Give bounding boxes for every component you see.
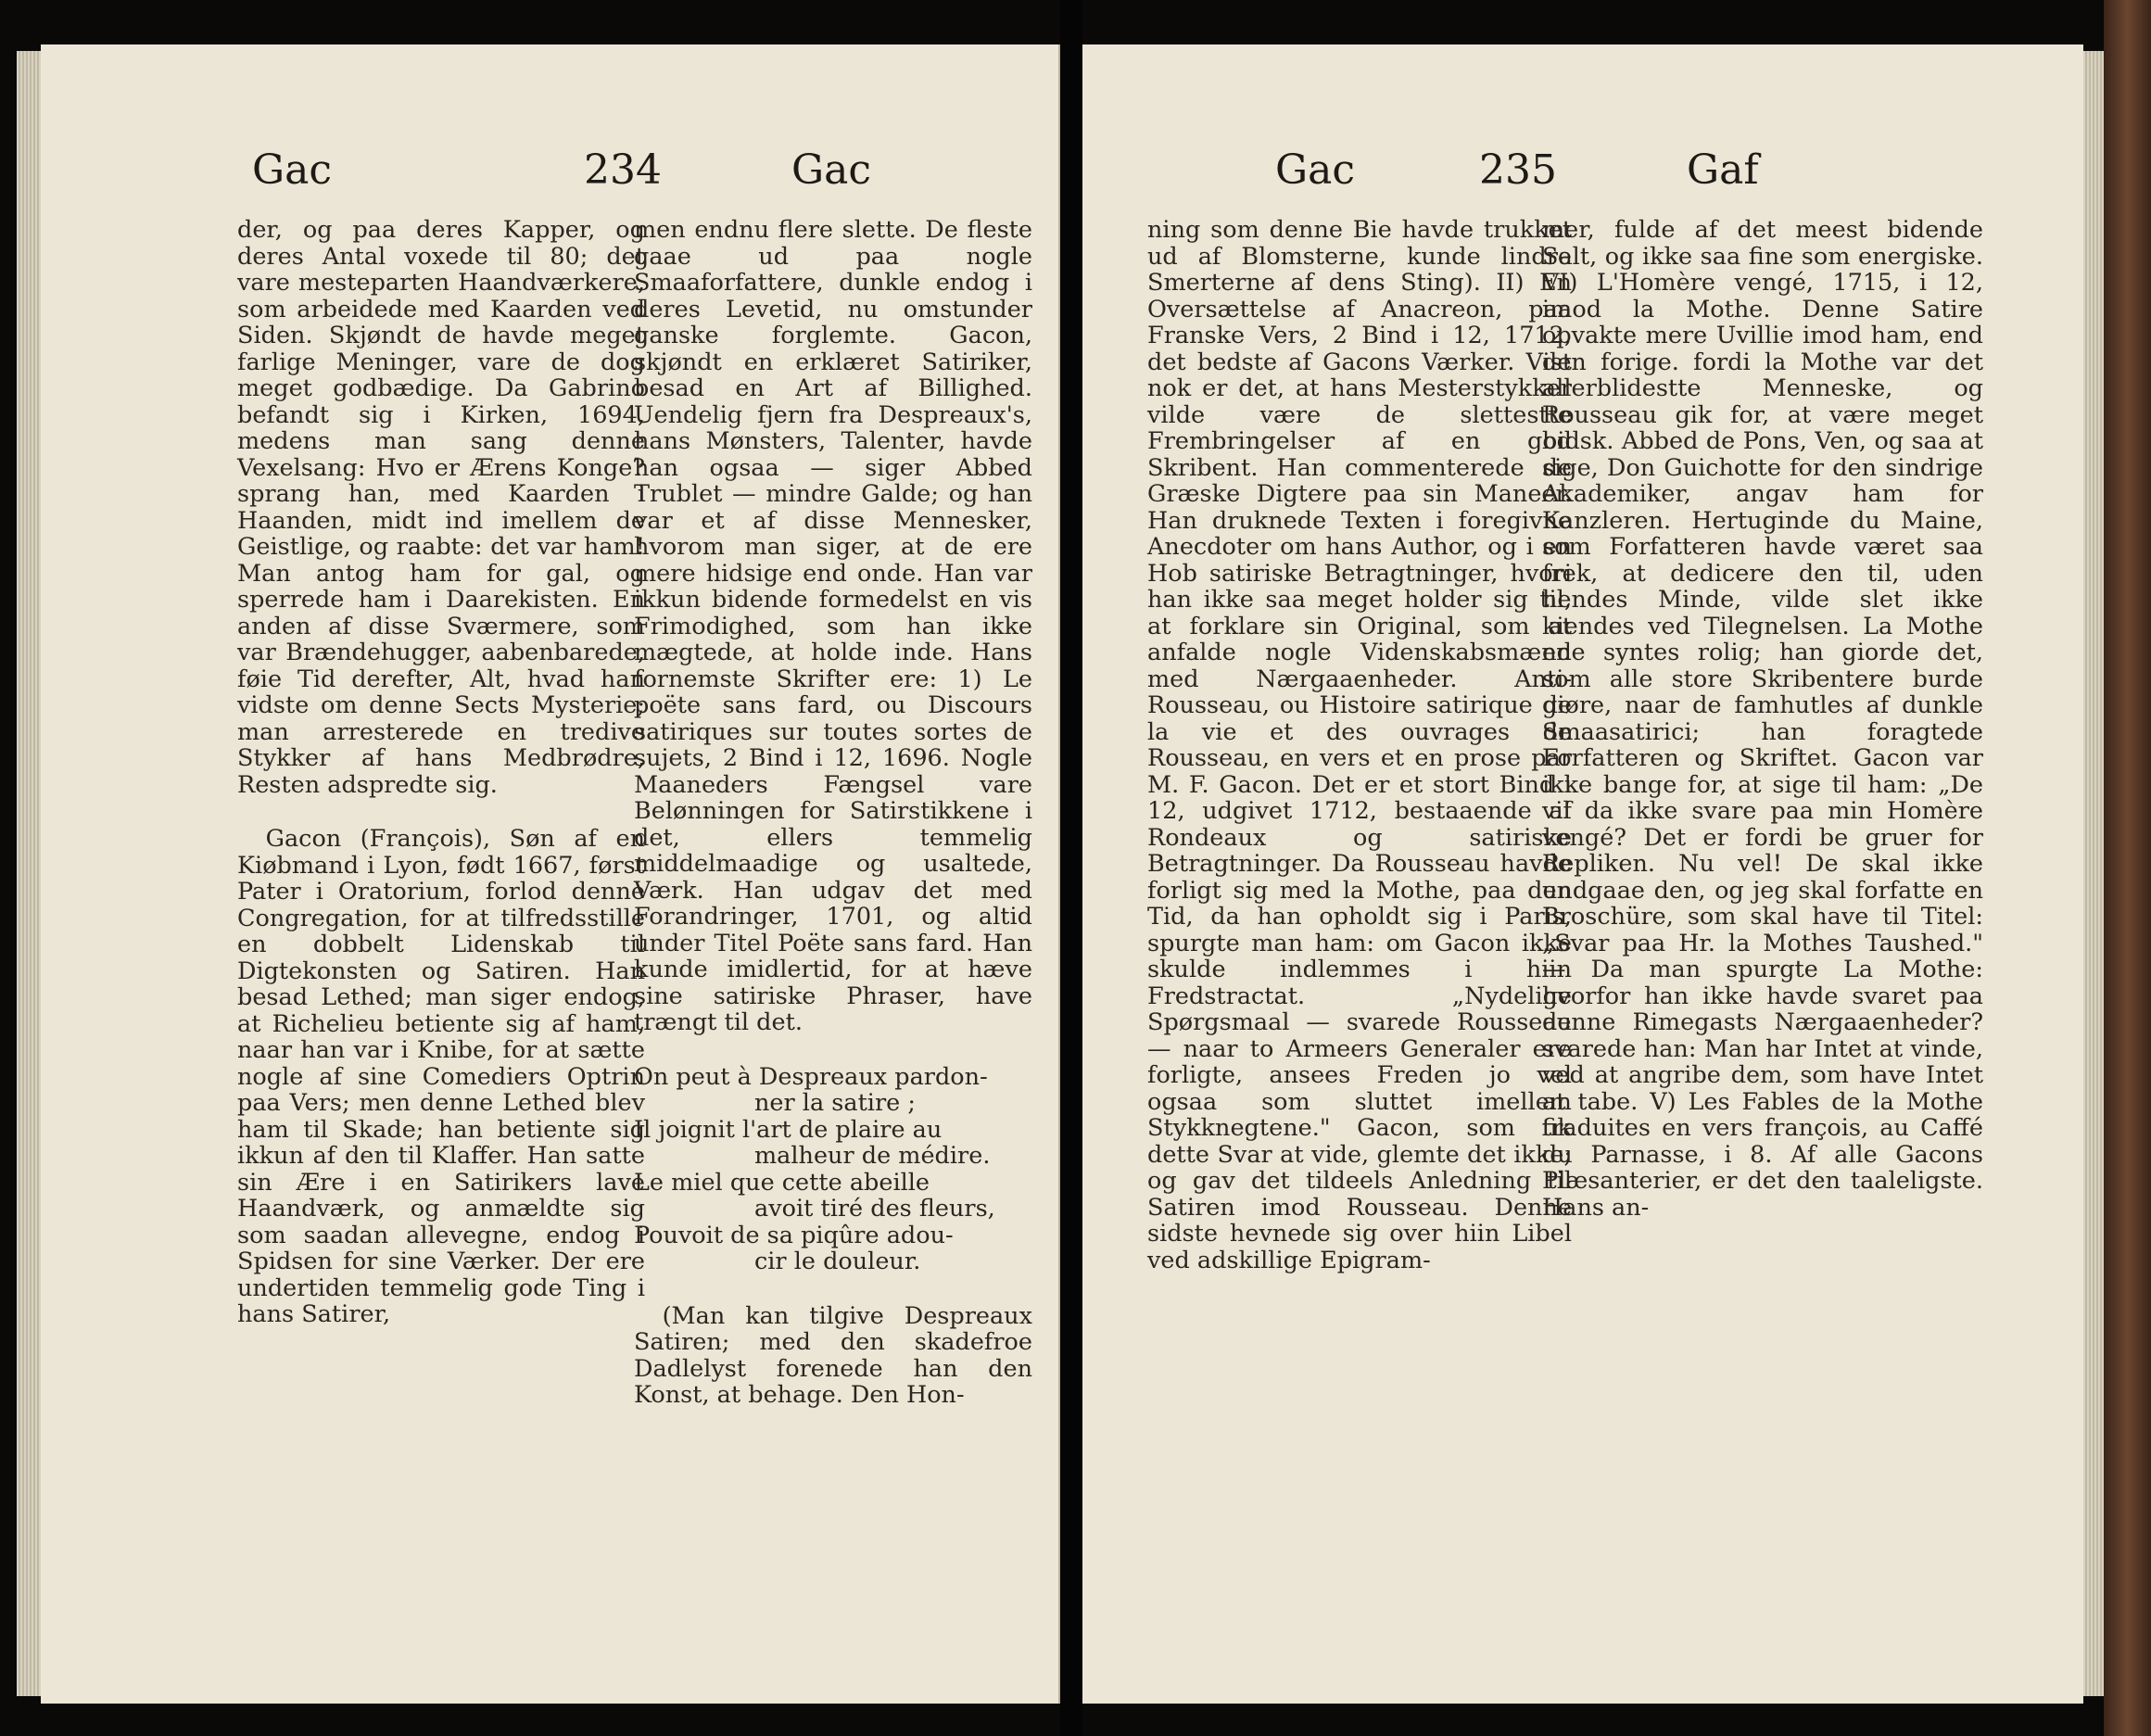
- paragraph: Gacon (François), Søn af en Kiøbmand i Lyon, født 1667, først Pater i Oratorium, forlod denne Congregation, for at tilfredsstille en dobbelt Lidenskab til Digtekonsten og Satiren. Han besad Lethed; man siger endog, at Richelieu betiente sig af ham, naar han var i Knibe, for at sætte nogle af sine Comediers Optrin paa Vers; men denne Lethed blev ham til Skade; han betiente sig ikkun af den til Klaffer. Han satte sin Ære i en Satirikers lave Haandværk, og anmældte sig som saadan allevegne, endog i Spidsen for sine Værker. Der ere undertiden temmelig gode Ting i hans Satirer,: [237, 825, 645, 1328]
- header-left-word: Gac: [252, 146, 333, 194]
- verse-line-cont: cir le douleur.: [754, 1248, 921, 1275]
- paragraph: der, og paa deres Kapper, og deres Antal voxede til 80; det vare mesteparten Haandværkere, som arbeidede med Kaarden ved Siden. Skjøndt de havde meget farlige Meninger, vare de dog meget godbædige. Da Gabrino befandt sig i Kirken, 1694, medens man sang denne Vexelsang: Hvo er Ærens Konge? sprang han, med Kaarden i Haanden, midt ind imellem de Geistlige, og raabte: det var ham! Man antog ham for gal, og sperrede ham i Daarekisten. En anden af disse Sværmere, som var Brændehugger, aabenbarede, føie Tid derefter, Alt, hvad han vidste om denne Sects Mysterie; man arresterede en tredive Stykker af hans Medbrødre, Resten adspredte sig.: [237, 216, 645, 799]
- verse-line-cont: avoit tiré des fleurs,: [754, 1195, 995, 1223]
- paragraph: ning som denne Bie havde trukket ud af Blomsterne, kunde lindre Smerterne af dens Sting). II) En Oversættelse af Anacreon, paa Franske Vers, 2 Bind i 12, 1712, det bedste af Gacons Værker. Vist nok er det, at hans Mesterstykker vilde være de slettestte Frembringelser af en god Skribent. Han commenterede de Græske Digtere paa sin Maneer. Han druknede Texten i foregivne Anecdoter om hans Author, og i en Hob satiriske Betragtninger, hvori han ikke saa meget holder sig til, at forklare sin Original, som at anfalde nogle Videnskabsmænd med Nærgaaenheder. Anti-Rousseau, ou Histoire satirique de la vie et des ouvrages de Rousseau, en vers et en prose par M. F. Gacon. Det er et stort Bind i 12, udgivet 1712, bestaaende af Rondeaux og satiriske Betragtninger. Da Rousseau havde forligt sig med la Mothe, paa den Tid, da han opholdt sig i Paris, spurgte man ham: om Gacon ikke skulde indlemmes i hiin Fredstractat. „Nydelige Spørgsmaal — svarede Rousseau — naar to Armeers Generaler ere forligte, ansees Freden jo vel ogsaa som sluttet imellem Stykknegtene." Gacon, som fik dette Svar at vide, glemte det ikke; og gav det tildeels Anledning til Satiren imod Rousseau. Denne sidste hevnede sig over hiin Libel ved adskillige Epigram-: [1147, 216, 1572, 1274]
- left-page-column-2: [634, 217, 1032, 1437]
- verse-line: Le miel que cette abeille: [634, 1168, 930, 1197]
- left-page: [41, 44, 1060, 1704]
- right-page-edges: [2083, 51, 2104, 1696]
- verse-line-cont: malheur de médire.: [754, 1142, 991, 1170]
- paragraph: mer, fulde af det meest bidende Salt, og ikke saa fine som energiske. VI) L'Homère vengé, 1715, i 12, imod la Mothe. Denne Satire opvakte mere Uvillie imod ham, end den forige. fordi la Mothe var det allerblidestte Menneske, og Rousseau gik for, at være meget bidsk. Abbed de Pons, Ven, og saa at sige, Don Guichotte for den sindrige Akademiker, angav ham for Kanzleren. Hertuginde du Maine, som Forfatteren havde været saa frek, at dedicere den til, uden hendes Minde, vilde slet ikke kiendes ved Tilegnelsen. La Mothe ene syntes rolig; han giorde det, som alle store Skribentere burde giøre, naar de famhutles af dunkle Smaasatirici; han foragtede Forfatteren og Skriftet. Gacon var ikke bange for, at sige til ham: „De vil da ikke svare paa min Homère vengé? Det er fordi be gruer for Repliken. Nu vel! De skal ikke undgaae den, og jeg skal forfatte en Broschüre, som skal have til Titel: „Svar paa Hr. la Mothes Taushed." — Da man spurgte La Mothe: hvorfor han ikke havde svaret paa denne Rimegasts Nærgaaenheder? svarede han: Man har Intet at vinde, ved at angribe dem, som have Intet at tabe. V) Les Fables de la Mothe traduites en vers françois, au Caffé du Parnasse, i 8. Af alle Gacons Plæsanterier, er det den taaleligste. Hans an-: [1542, 216, 1983, 1222]
- left-page-edges: [17, 51, 41, 1696]
- header-right-word: Gac: [791, 146, 872, 194]
- right-page-column-2: [1542, 217, 1983, 1248]
- verse-line: Il joignit l'art de plaire au: [634, 1115, 943, 1144]
- book-gutter: [1060, 0, 1082, 1736]
- verse-line-cont: ner la satire ;: [754, 1089, 916, 1117]
- header-right-word: Gaf: [1687, 146, 1759, 194]
- book-cover-edge: [2104, 0, 2151, 1736]
- left-page-header: [41, 146, 1058, 221]
- right-page-column-1: [1147, 217, 1572, 1301]
- right-page: [1082, 44, 2083, 1704]
- right-page-header: [1082, 146, 2083, 221]
- paragraph: (Man kan tilgive Despreaux Satiren; med den skadefroe Dadlelyst forenede han den Konst, at behage. Den Hon-: [634, 1301, 1032, 1409]
- verse-line: On peut à Despreaux pardon-: [634, 1062, 988, 1091]
- verse-quote: [634, 1064, 1032, 1275]
- verse-line: Pouvoit de sa piqûre adou-: [634, 1221, 954, 1249]
- page-number: 235: [1479, 146, 1557, 194]
- paragraph: men endnu flere slette. De fleste gaae ud paa nogle Smaaforfattere, dunkle endog i deres Levetid, nu omstunder ganske forglemte. Gacon, skjøndt en erklæret Satiriker, besad en Art af Billighed. Uendelig fjern fra Despreaux's, hans Mønsters, Talenter, havde han ogsaa — siger Abbed Trublet — mindre Galde; og han var et af disse Mennesker, hvorom man siger, at de ere mere hidsige end onde. Han var ikkun bidende formedelst en vis Frimodighed, som han ikke mægtede, at holde inde. Hans fornemste Skrifter ere: 1) Le poëte sans fard, ou Discours satiriques sur toutes sortes de sujets, 2 Bind i 12, 1696. Nogle Maaneders Fængsel vare Belønningen for Satirstikkene i det, ellers temmelig middelmaadige og usaltede, Værk. Han udgav det med Forandringer, 1701, og altid under Titel Poëte sans fard. Han kunde imidlertid, for at hæve sine satiriske Phraser, have trængt til det.: [634, 216, 1032, 1036]
- header-left-word: Gac: [1275, 146, 1356, 194]
- page-number: 234: [584, 146, 662, 194]
- left-page-column-1: [237, 217, 645, 1356]
